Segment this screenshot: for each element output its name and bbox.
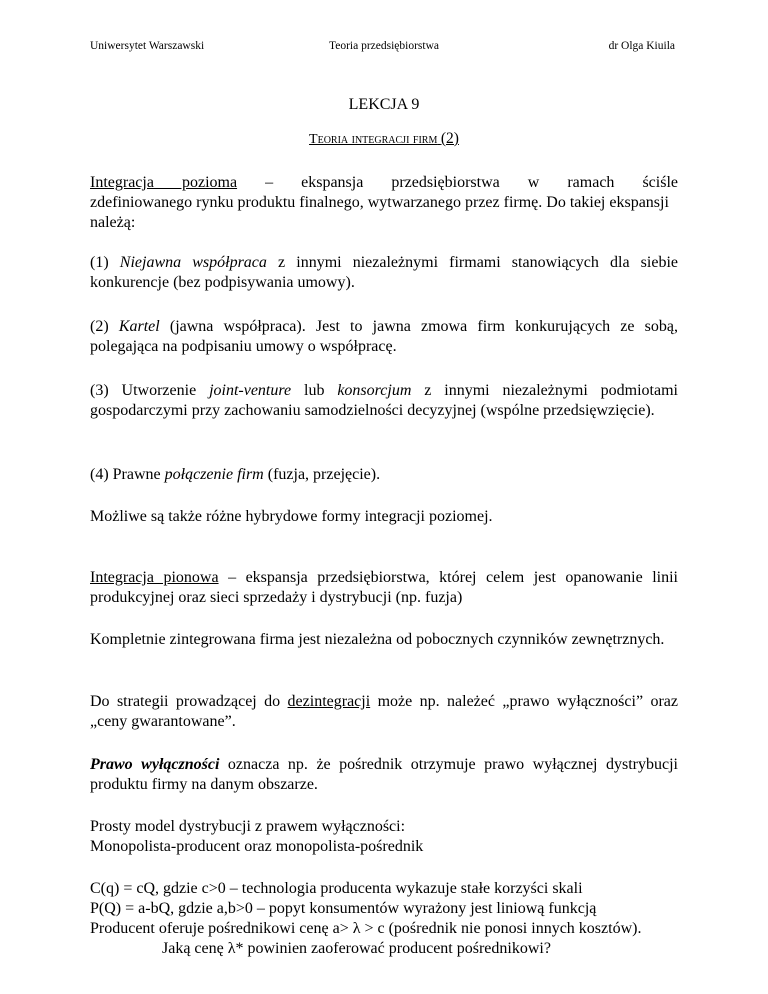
cost-function: C(q) = cQ, gdzie c>0 – technologia producenta wykazuje stałe korzyści skali: [90, 880, 583, 897]
disintegration-term: dezintegracji: [287, 693, 371, 710]
question: Jaką cenę λ* powinien zaoferować producent pośrednikowi?: [162, 940, 551, 957]
vertical-rest: – ekspansja przedsiębiorstwa, której celem jest opanowanie linii produkcyjnej oraz sieci sprzedaży i dystrybucji (np. fuzja): [90, 569, 678, 606]
model-line-1: Prosty model dystrybucji z prawem wyłączności:: [90, 818, 406, 835]
item-2: [90, 317, 678, 357]
item-1: [90, 253, 678, 293]
strategy-paragraph: [90, 692, 678, 732]
vertical-term: Integracja pionowa: [90, 569, 219, 586]
horizontal-first-line: [90, 173, 678, 193]
item-1-term: Niejawna współpraca: [119, 254, 267, 271]
item-2-prefix: (2): [90, 318, 119, 335]
item-4-term: połączenie firm: [164, 466, 264, 483]
model-line-2: Monopolista-producent oraz monopolista-pośrednik: [90, 838, 424, 855]
item-3-term-1: joint-venture: [209, 382, 292, 399]
vertical-integration-paragraph: [90, 568, 678, 608]
item-2-rest: (jawna współpraca). Jest to jawna zmowa firm konkurujących ze sobą, polegająca na podpisaniu umowy o współpracę.: [90, 318, 678, 355]
subtitle-suffix: (2): [440, 130, 459, 147]
demand-function: P(Q) = a-bQ, gdzie a,b>0 – popyt konsumentów wyrażony jest liniową funkcją: [90, 900, 597, 917]
lecture-subtitle: [0, 130, 768, 148]
strategy-prefix: Do strategii prowadzącej do: [90, 693, 288, 710]
item-3-term-2: konsorcjum: [337, 382, 412, 399]
horizontal-term: Integracja pozioma: [90, 174, 238, 191]
exclusivity-paragraph: [90, 755, 678, 795]
item-2-term: Kartel: [118, 318, 160, 335]
producer-offer: Producent oferuje pośrednikowi cenę a> λ > c (pośrednik nie ponosi innych kosztów).: [90, 920, 642, 937]
item-3-mid: lub: [291, 382, 338, 399]
item-4: [90, 465, 678, 485]
item-3-rest: z innymi niezależnymi podmiotami gospodarczymi przy zachowaniu samodzielności decyzyjnej (wspólne przedsięwzięcie).: [90, 382, 678, 419]
exclusivity-rest: oznacza np. że pośrednik otrzymuje prawo wyłącznej dystrybucji produktu firmy na danym obszarze.: [90, 756, 678, 793]
horizontal-first-line-rest: – ekspansja przedsiębiorstwa w ramach ściśle: [237, 174, 679, 191]
item-3: [90, 381, 678, 421]
item-4-prefix: (4) Prawne: [90, 466, 165, 483]
item-3-prefix: (3) Utworzenie: [90, 382, 210, 399]
horizontal-rest: zdefiniowanego rynku produktu finalnego, wytwarzanego przez firmę. Do takiej ekspansji należą:: [90, 194, 669, 231]
header-course: Teoria przedsiębiorstwa: [329, 40, 439, 52]
header-author: dr Olga Kiuila: [608, 40, 675, 52]
item-1-rest: z innymi niezależnymi firmami stanowiących dla siebie konkurencje (bez podpisywania umowy).: [90, 254, 678, 291]
horizontal-integration-paragraph: [90, 173, 678, 233]
equations-paragraph: [90, 879, 678, 959]
exclusivity-term: Prawo wyłączności: [90, 756, 220, 773]
strategy-rest: może np. należeć „prawo wyłączności” oraz „ceny gwarantowane”.: [90, 693, 678, 730]
item-1-prefix: (1): [90, 254, 120, 271]
item-4-rest: (fuzja, przejęcie).: [263, 466, 381, 483]
model-paragraph: [90, 817, 678, 857]
hybrid-note: Możliwe są także różne hybrydowe formy integracji poziomej.: [90, 508, 493, 525]
lecture-title: LEKCJA 9: [348, 96, 420, 113]
subtitle-main: Teoria integracji firm: [309, 132, 438, 147]
header-university: Uniwersytet Warszawski: [90, 40, 205, 52]
complete-integration-paragraph: Kompletnie zintegrowana firma jest niezależna od pobocznych czynników zewnętrznych.: [90, 631, 665, 648]
